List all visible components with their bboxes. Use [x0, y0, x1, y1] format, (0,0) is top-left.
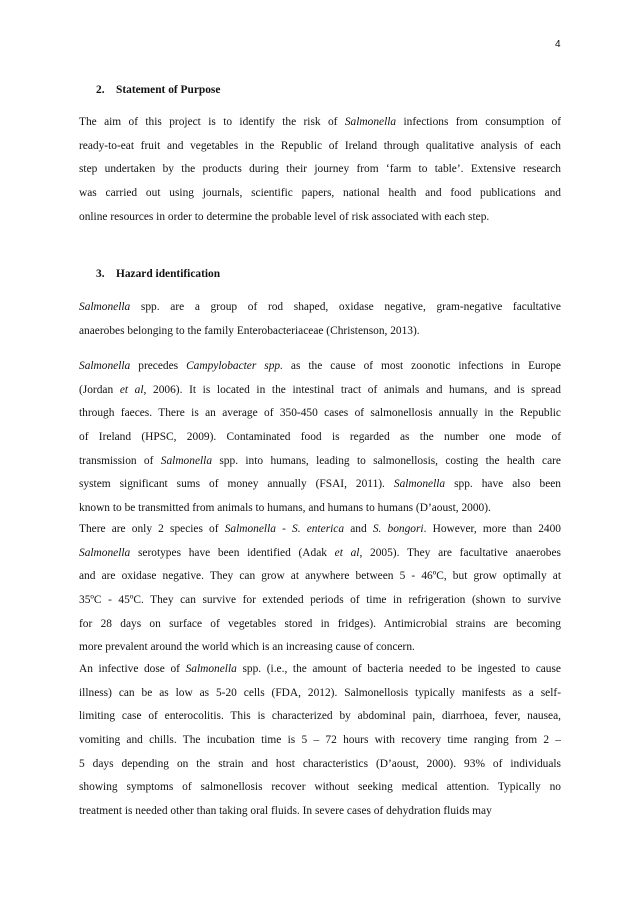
text-line: of Ireland (HPSC, 2009). Contaminated food is regarded as the number one mode of [79, 431, 561, 444]
text-line: illness) can be as low as 5-20 cells (FDA, 2012). Salmonellosis typically manifests as a self- [79, 686, 561, 699]
text-line: vomiting and chills. The incubation time is 5 – 72 hours with recovery time ranging from 2 – [79, 734, 561, 747]
text-line: known to be transmitted from animals to humans, and humans to humans (D’aoust, 2000). [79, 502, 491, 515]
section-title: Hazard identification [116, 268, 221, 280]
text-line: online resources in order to determine the probable level of risk associated with each step. [79, 210, 490, 223]
text-line: more prevalent around the world which is an increasing cause of concern. [79, 641, 415, 654]
text-line: limiting case of enterocolitis. This is characterized by abdominal pain, diarrhoea, fever, nausea, [79, 710, 561, 723]
section-number: 3. [96, 268, 105, 280]
text-line: An infective dose of Salmonella spp. (i.e., the amount of bacteria needed to be ingested to cause [79, 663, 561, 675]
section-heading-hazard-identification [96, 268, 220, 280]
text-line: The aim of this project is to identify the risk of Salmonella infections from consumption of [79, 116, 561, 128]
text-line: and are oxidase negative. They can grow at anywhere between 5 - 46ºC, but grow optimally at [79, 570, 561, 583]
text-line: ready-to-eat fruit and vegetables in the Republic of Ireland through qualitative analysis of each [79, 139, 561, 152]
section-heading-statement-of-purpose [96, 84, 220, 96]
text-line: There are only 2 species of Salmonella - S. enterica and S. bongori. However, more than 2400 [79, 523, 561, 535]
purpose-paragraph [79, 111, 561, 229]
text-line: transmission of Salmonella spp. into humans, leading to salmonellosis, costing the health care [79, 454, 561, 467]
text-line: Salmonella precedes Campylobacter spp. as the cause of most zoonotic infections in Europe [79, 360, 561, 372]
section-number: 2. [96, 84, 105, 96]
text-line: Salmonella spp. are a group of rod shaped, oxidase negative, gram-negative facultative [79, 301, 561, 313]
text-line: anaerobes belonging to the family Enterobacteriaceae (Christenson, 2013). [79, 324, 420, 337]
text-line: system significant sums of money annually (FSAI, 2011). Salmonella spp. have also been [79, 478, 562, 491]
text-line: treatment is needed other than taking oral fluids. In severe cases of dehydration fluids may [79, 805, 492, 818]
text-line: for 28 days on surface of vegetables stored in fridges). Antimicrobial strains are becoming [79, 617, 561, 630]
hazard-paragraph-species [79, 518, 561, 660]
hazard-paragraph-transmission [79, 355, 561, 521]
text-line: step undertaken by the products during their journey from ‘farm to table’. Extensive research [79, 163, 561, 176]
section-title: Statement of Purpose [116, 84, 221, 96]
page-number: 4 [555, 39, 561, 50]
text-line: showing symptoms of salmonellosis recover without seeking medical attention. Typically no [79, 781, 561, 794]
hazard-paragraph-definition [79, 296, 561, 343]
text-line: through faeces. There is an average of 350-450 cases of salmonellosis annually in the Republic [79, 407, 561, 420]
text-line: 35ºC - 45ºC. They can survive for extended periods of time in refrigeration (shown to survive [79, 594, 561, 607]
text-line: 5 days depending on the strain and host characteristics (D’aoust, 2000). 93% of individuals [79, 757, 561, 770]
text-line: (Jordan et al, 2006). It is located in the intestinal tract of animals and humans, and is spread [79, 383, 561, 396]
text-line: Salmonella serotypes have been identified (Adak et al, 2005). They are facultative anaerobes [79, 546, 561, 559]
text-line: was carried out using journals, scientific papers, national health and food publications and [79, 187, 561, 200]
hazard-paragraph-infective-dose [79, 658, 561, 824]
